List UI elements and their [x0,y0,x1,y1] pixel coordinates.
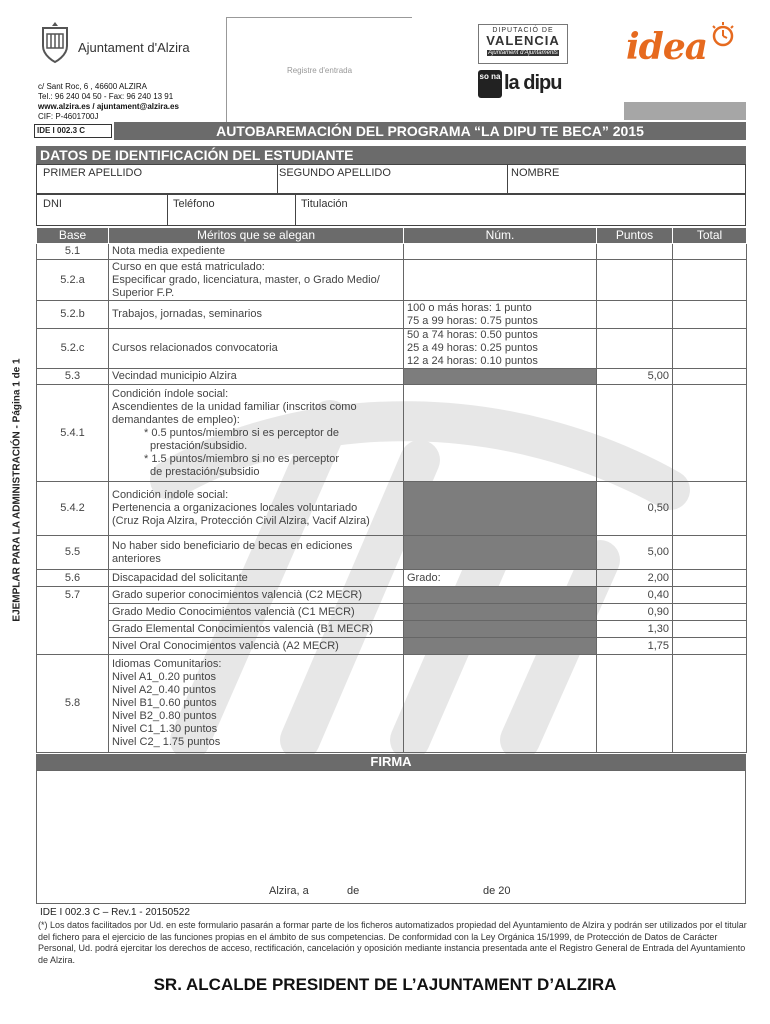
main-title: AUTOBAREMACIÓN DEL PROGRAMA “LA DIPU TE BECA” 2015 [114,122,746,140]
idea-logo [626,20,741,70]
puntos-cell: 0,50 [597,482,673,536]
merit-text: Vecindad municipio Alzira [109,369,404,385]
firma-place: Alzira, a [269,885,309,897]
total-cell[interactable] [673,638,747,655]
merit-text: Trabajos, jornadas, seminarios [109,301,404,329]
diputacio-big: VALENCIA [486,33,560,48]
base-cell: 5.3 [37,369,109,385]
puntos-cell: 0,40 [597,587,673,604]
hours-scale: 25 a 49 horas: 0.25 puntos [407,342,538,354]
num-cell[interactable] [404,301,597,329]
header-puntos: Puntos [597,228,673,244]
total-cell[interactable] [673,621,747,638]
grey-box [624,102,746,120]
base-cell: 5.6 [37,570,109,587]
num-cell[interactable] [404,385,597,482]
firma-de1: de [347,885,360,897]
puntos-cell [597,301,673,329]
hours-scale: 50 a 74 horas: 0.50 puntos [407,329,538,341]
merit-text: Grado Medio Conocimientos valencià (C1 MECR) [109,604,404,621]
address-block [38,82,179,122]
diputacio-sub: Ajuntament d'Ajuntaments [488,50,558,56]
total-cell[interactable] [673,604,747,621]
table-row [37,638,747,655]
total-cell[interactable] [673,482,747,536]
merits-table [36,227,747,753]
total-cell[interactable] [673,260,747,301]
idea-text: idea [626,26,708,68]
merit-text [109,482,404,536]
base-cell: 5.7 [37,587,109,655]
table-row [37,570,747,587]
table-row [37,260,747,301]
merit-line: Nivel C1_1.30 puntos [112,723,218,735]
total-cell[interactable] [673,244,747,260]
merit-text [109,536,404,570]
merit-line: Pertenencia a organizaciones locales voluntariado [112,502,358,514]
dni-field[interactable]: DNI [43,198,62,210]
table-row [37,369,747,385]
titulacion-field[interactable]: Titulación [301,198,348,210]
merit-line: Curso en que está matriculado: [112,260,265,273]
base-cell: 5.4.1 [37,385,109,482]
total-cell[interactable] [673,329,747,369]
num-cell[interactable] [404,244,597,260]
num-cell-disabled [404,587,597,604]
total-cell[interactable] [673,536,747,570]
form-code: IDE I 002.3 C [34,124,112,138]
table-row [37,536,747,570]
num-cell-disabled [404,604,597,621]
num-cell[interactable] [404,329,597,369]
puntos-cell: 2,00 [597,570,673,587]
table-row [37,621,747,638]
merit-line: Ascendientes de la unidad familiar (inscritos como [112,400,357,413]
registre-entrada-box [226,17,412,123]
puntos-cell: 0,90 [597,604,673,621]
privacy-note: (*) Los datos facilitados por Ud. en este formulario pasarán a formar parte de los ficheros automatizados propiedad del Ayuntamiento de Alzira y podrán ser utilizados por el titular del fichero para el ejercicio de las funciones propias en el ámbito de sus competencias. De conformidad con la Ley Orgánica 15/1999, de Protección de Datos de Carácter Personal, Ud. podrá ejercitar los derechos de acceso, rectificación, cancelación y oposición mediante instancia presentada ante el Registro General de Entrada del Ayuntamiento de Alzira. [38,920,747,965]
base-cell: 5.2.c [37,329,109,369]
base-cell: 5.1 [37,244,109,260]
merit-line: Superior F.P. [112,286,175,299]
primer-apellido-field[interactable]: PRIMER APELLIDO [43,167,143,179]
num-cell[interactable] [404,655,597,753]
header-base: Base [37,228,109,244]
registre-label: Registre d'entrada [286,66,353,75]
hours-scale: 100 o más horas: 1 punto [407,301,532,314]
vertical-label-text: EJEMPLAR PARA LA ADMINISTRACIÓN - Página 1 de 1 [11,358,23,622]
hours-scale: 12 a 24 horas: 0.10 puntos [407,355,538,367]
revision-code: IDE I 002.3 C – Rev.1 - 20150522 [40,907,190,918]
sona-la-dipu-logo [478,70,570,100]
puntos-cell: 1,30 [597,621,673,638]
merit-text: Cursos relacionados convocatoria [109,329,404,369]
merit-line: Idiomas Comunitarios: [112,658,222,670]
merit-text [109,385,404,482]
name-row [36,164,746,194]
merit-line: demandantes de empleo): [112,413,240,426]
student-section-title: DATOS DE IDENTIFICACIÓN DEL ESTUDIANTE [36,146,746,164]
merit-line: Especificar grado, licenciatura, master, o Grado Medio/ [112,273,380,286]
address-cif: CIF: P-4601700J [38,112,99,121]
total-cell[interactable] [673,655,747,753]
merit-line: prestación/subsidio. [150,439,248,452]
nombre-field[interactable]: NOMBRE [511,167,560,179]
hours-scale: 75 a 99 horas: 0.75 puntos [407,314,538,327]
signature-area[interactable] [36,770,746,904]
puntos-cell: 5,00 [597,536,673,570]
address-phone: Tel.: 96 240 04 50 - Fax: 96 240 13 91 [38,92,174,101]
merit-line: * 0.5 puntos/miembro si es perceptor de [144,426,340,439]
diputacio-logo [478,24,568,64]
table-row [37,655,747,753]
merit-line: Nivel C2_ 1.75 puntos [112,736,221,748]
header-num: Núm. [404,228,597,244]
merits-header-row [37,228,747,244]
base-cell: 5.5 [37,536,109,570]
addressee-title: SR. ALCALDE PRESIDENT DE L’AJUNTAMENT D’ALZIRA [153,975,617,994]
firma-de2: de 20 [483,885,511,897]
merit-text: Grado superior conocimientos valencià (C2 MECR) [109,587,404,604]
puntos-cell [597,385,673,482]
total-cell[interactable] [673,587,747,604]
firma-title: FIRMA [36,754,746,770]
merit-text: Grado Elemental Conocimientos valencià (B1 MECR) [109,621,404,638]
num-cell[interactable] [404,260,597,301]
merit-text: Discapacidad del solicitante [109,570,404,587]
merit-line: de prestación/subsidio [150,465,260,478]
dni-row [36,194,746,226]
base-cell: 5.2.b [37,301,109,329]
merit-line: Nivel A2_0.40 puntos [112,684,216,696]
base-cell: 5.2.a [37,260,109,301]
table-row [37,604,747,621]
base-cell: 5.8 [37,655,109,753]
table-row [37,587,747,604]
merit-line: (Cruz Roja Alzira, Protección Civil Alzira, Vacif Alzira) [112,515,370,527]
puntos-cell: 1,75 [597,638,673,655]
total-cell[interactable] [673,385,747,482]
total-cell[interactable] [673,369,747,385]
clock-icon [708,20,738,50]
merit-line: No haber sido beneficiario de becas en ediciones [112,539,353,552]
puntos-cell [597,244,673,260]
merit-text: Nota media expediente [109,244,404,260]
sona-small: so na [478,70,502,98]
coat-of-arms-icon [38,20,72,64]
ajuntament-logo [36,20,206,70]
num-cell-disabled [404,536,597,570]
merit-text [109,260,404,301]
merit-line: Condición índole social: [112,489,229,501]
address-street: c/ Sant Roc, 6 , 46600 ALZIRA [38,82,147,91]
num-cell-disabled [404,621,597,638]
telefono-field[interactable]: Teléfono [173,198,215,210]
merit-line: anteriores [112,552,161,565]
puntos-cell [597,655,673,753]
puntos-cell [597,329,673,369]
table-row [37,329,747,369]
table-row [37,385,747,482]
header-meritos: Méritos que se alegan [109,228,404,244]
base-cell: 5.4.2 [37,482,109,536]
merit-line: Nivel B1_0.60 puntos [112,697,217,709]
num-cell-disabled [404,482,597,536]
puntos-cell: 5,00 [597,369,673,385]
table-row [37,482,747,536]
num-cell-disabled [404,369,597,385]
merit-line: Nivel B2_0.80 puntos [112,710,217,722]
merit-line: Nivel A1_0.20 puntos [112,671,216,683]
address-web: www.alzira.es / ajuntament@alzira.es [38,102,179,111]
merit-text [109,655,404,753]
table-row [37,244,747,260]
num-cell-disabled [404,638,597,655]
header-total: Total [673,228,747,244]
ajuntament-name: Ajuntament d'Alzira [78,40,190,55]
merit-line: Condición índole social: [112,387,229,400]
sona-big: la dipu [504,72,562,94]
table-row [37,301,747,329]
total-cell[interactable] [673,570,747,587]
segundo-apellido-field[interactable]: SEGUNDO APELLIDO [279,167,391,179]
grado-cell[interactable]: Grado: [404,570,597,587]
total-cell[interactable] [673,301,747,329]
merit-line: * 1.5 puntos/miembro si no es perceptor [144,452,340,465]
merit-text: Nivel Oral Conocimientos valencià (A2 MECR) [109,638,404,655]
puntos-cell [597,260,673,301]
vertical-label [8,352,26,628]
diputacio-small: DIPUTACIÓ DE [492,27,554,34]
